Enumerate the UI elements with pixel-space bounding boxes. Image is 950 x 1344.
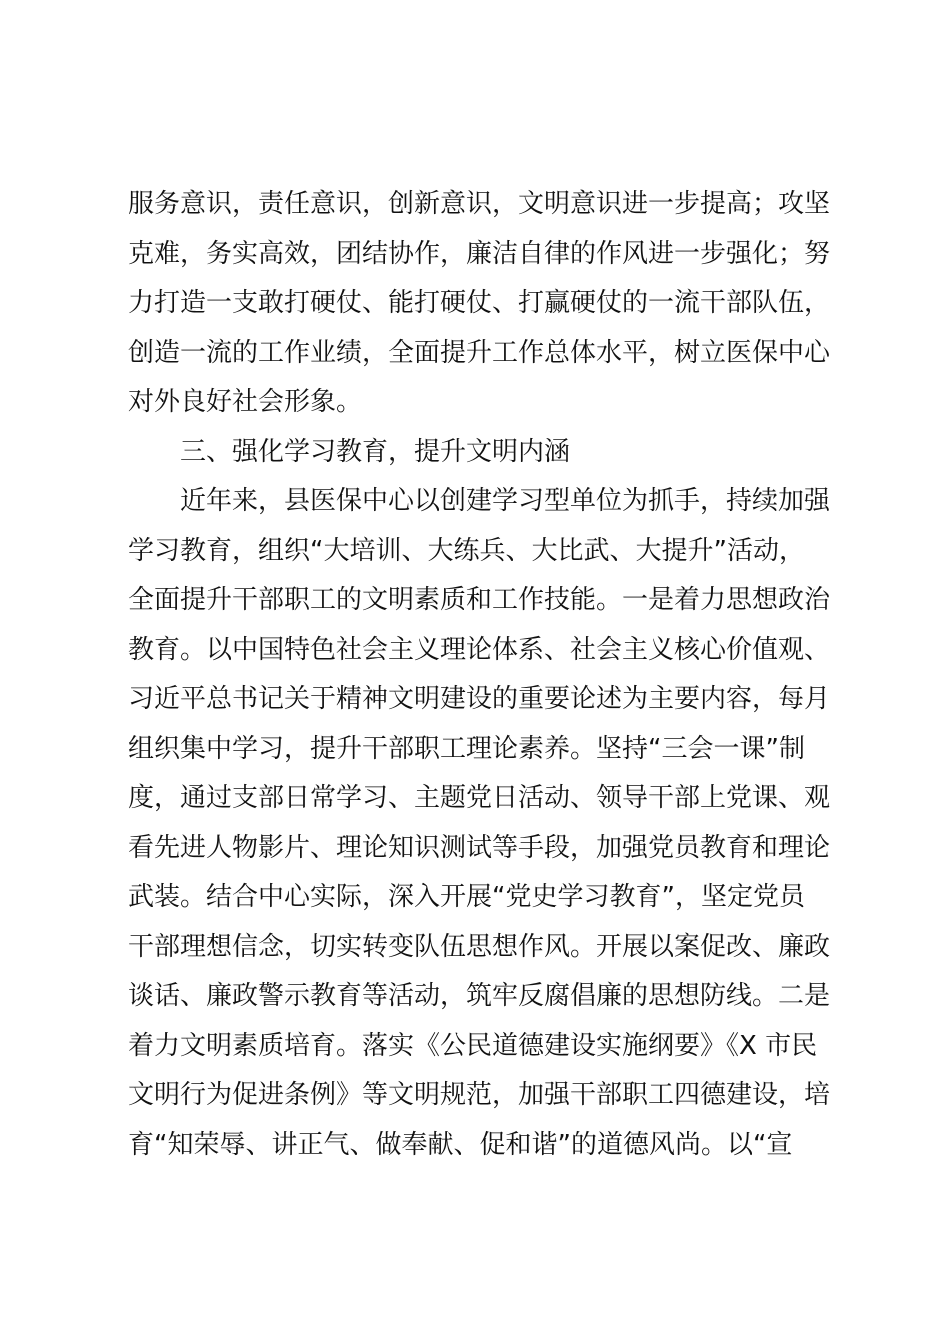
text-line: 度，通过支部日常学习、主题党日活动、领导干部上党课、观 [128,783,831,813]
text-line: 看先进人物影片、理论知识测试等手段，加强党员教育和理论 [128,832,831,863]
text-line: 全面提升干部职工的文明素质和工作技能。一是着力思想政治 [128,585,831,615]
text-line: 近年来，县医保中心以创建学习型单位为抓手，持续加强 [180,486,831,516]
text-line: 着力文明素质培育。落实《公民道德建设实施纲要》《X 市民 [128,1030,818,1061]
text-line: 育“知荣辱、讲正气、做奉献、促和谐”的道德风尚。以“宣 [128,1129,793,1160]
text-line: 谈话、廉政警示教育等活动，筑牢反腐倡廉的思想防线。二是 [128,981,831,1011]
section-heading: 三、强化学习教育，提升文明内涵 [180,436,571,467]
text-line: 学习教育，组织“大培训、大练兵、大比武、大提升”活动， [128,535,805,566]
text-line: 武装。结合中心实际，深入开展“党史学习教育”，坚定党员 [128,882,805,912]
text-line: 教育。以中国特色社会主义理论体系、社会主义核心价值观、 [128,634,831,665]
body-text [128,180,838,1170]
text-line: 克难，务实高效，团结协作，廉洁自律的作风进一步强化；努 [128,238,831,269]
text-line: 文明行为促进条例》等文明规范，加强干部职工四德建设，培 [128,1080,831,1110]
text-line: 服务意识，责任意识，创新意识，文明意识进一步提高；攻坚 [128,189,831,219]
text-line: 组织集中学习，提升干部职工理论素养。坚持“三会一课”制 [128,733,805,764]
text-line: 干部理想信念，切实转变队伍思想作风。开展以案促改、廉政 [128,931,831,962]
text-line: 习近平总书记关于精神文明建设的重要论述为主要内容，每月 [128,684,831,714]
text-line: 力打造一支敢打硬仗、能打硬仗、打赢硬仗的一流干部队伍， [128,288,831,318]
text-line: 创造一流的工作业绩，全面提升工作总体水平，树立医保中心 [128,337,831,368]
text-line: 对外良好社会形象。 [128,387,363,417]
